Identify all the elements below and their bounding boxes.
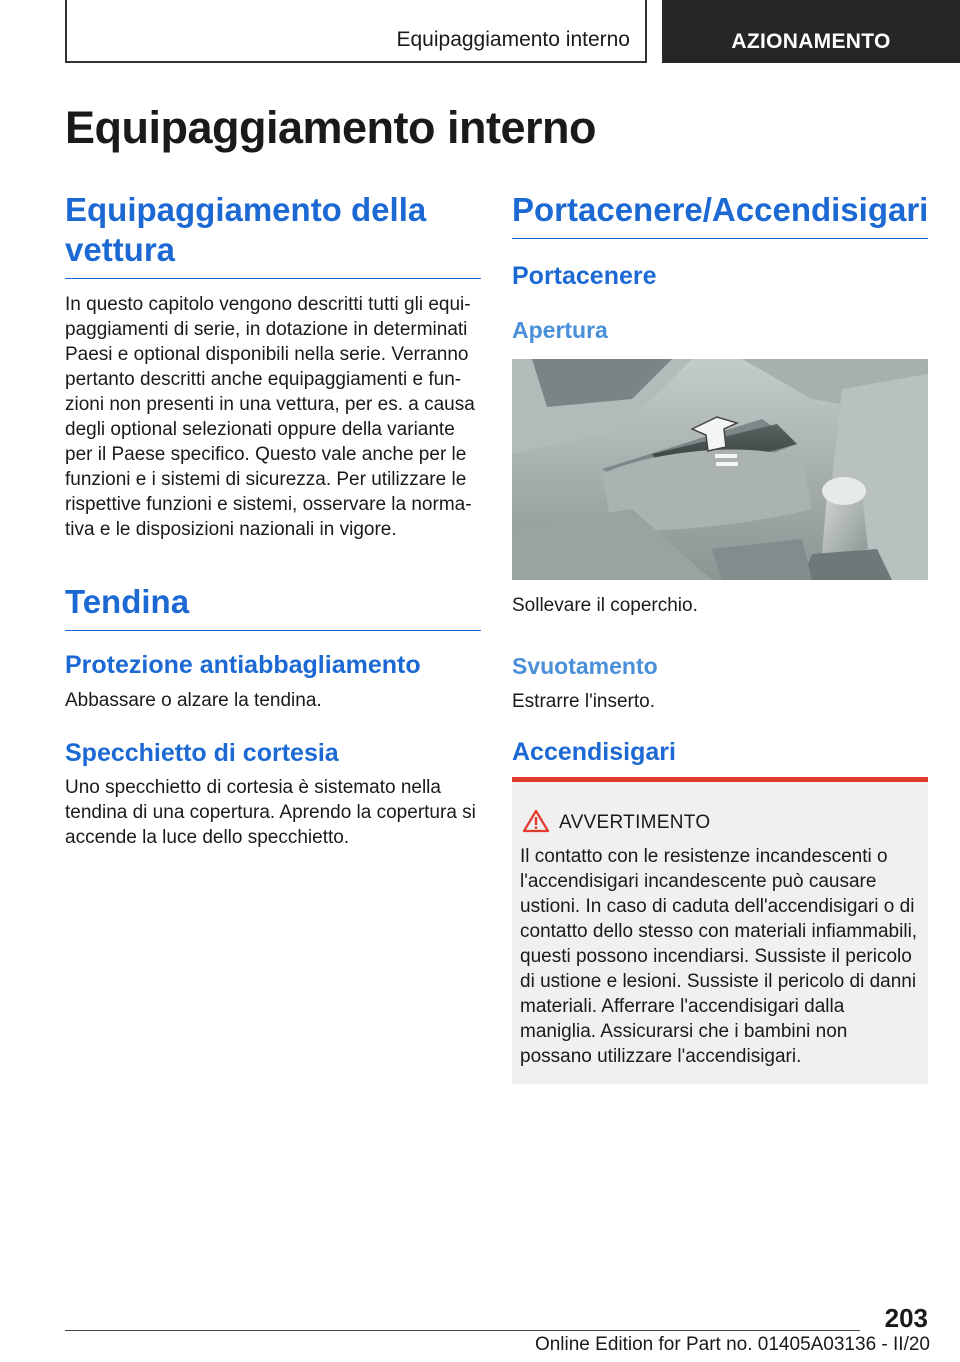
heading-blind: Tendina [65,582,481,631]
ashtray-photo [512,359,928,580]
paragraph-vehicle-equipment: In questo capitolo vengono descritti tutti gli equipaggiamenti di serie, in dotazione in determinati Paesi e optional disponibili nella serie. Verranno pertanto descritti anche equipaggiamenti e funzioni non presenti in una vettura, per es. a causa degli optional selezionati oppure della variante per il Paese specifico. Questo vale anche per le funzioni e i sistemi di sicurezza. Per utilizzare le rispettive funzioni e sistemi, osservare la normativa e le disposizioni nazionali in vigore. [65,294,475,540]
heading-opening: Apertura [512,317,608,343]
heading-vehicle-equipment: Equipaggiamento della vettura [65,190,481,279]
warning-title: AVVERTIMENTO [559,812,711,833]
warning-text: Il contatto con le resistenze incandescenti o l'accendisigari incandescente può causare ustioni. In caso di caduta dell'accendisigari o di contatto dello stesso con materiali infiammabili, questi possono incendiarsi. Sussiste il pericolo di ustione e lesioni. Sussiste il pericolo di danni materiali. Afferrare l'accendisigari dalla maniglia. Assicurarsi che i bambini non possano utilizzare l'accendisigari. [520,846,918,1067]
header-section-title: Equipaggiamento interno [396,28,630,51]
heading-emptying: Svuotamento [512,653,658,679]
page-number: 203 [884,1303,928,1333]
footer-rule [65,1330,860,1331]
paragraph-vanity-mirror: Uno specchietto di cortesia è sistemato nella tendina di una copertura. Aprendo la copertura si accende la luce dello specchietto. [65,777,476,848]
header-chapter-tab: AZIONAMENTO [662,0,960,63]
photo-caption: Sollevare il coperchio. [512,595,698,616]
heading-ashtray: Portacenere [512,262,657,290]
heading-ashtray-lighter: Portacenere/Accendisigari [512,190,928,239]
footer-edition: Online Edition for Part no. 01405A03136 - II/20 [534,1334,930,1355]
warning-triangle-icon [522,809,550,833]
paragraph-glare-protection: Abbassare o alzare la tendina. [65,690,322,711]
heading-lighter: Accendisigari [512,738,676,766]
paragraph-emptying: Estrarre l'inserto. [512,691,656,712]
heading-vanity-mirror: Specchietto di cortesia [65,739,339,767]
page-title: Equipaggiamento interno [65,102,597,153]
heading-glare-protection: Protezione antiabbagliamento [65,651,421,679]
warning-box [512,777,928,1084]
ashtray-illustration [512,359,928,580]
